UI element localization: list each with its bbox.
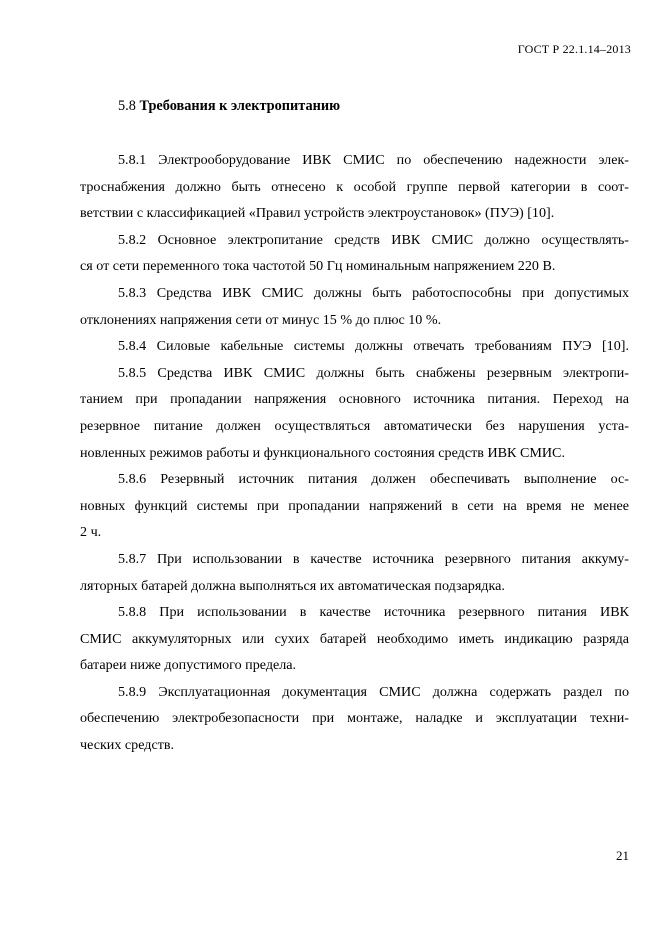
text-line: новленных режимов работы и функционального состояния средств ИВК СМИС.	[80, 444, 565, 461]
text-line: 5.8.8 При использовании в качестве источника резервного питания ИВК	[118, 604, 629, 621]
text-line: новных функций системы при пропадании напряжений в сети на время не менее	[80, 497, 629, 514]
text-line: СМИС аккумуляторных или сухих батарей необходимо иметь индикацию разряда	[80, 630, 629, 647]
section-number: 5.8	[118, 98, 136, 114]
text-line: 5.8.5 Средства ИВК СМИС должны быть снабжены резервным электропи-	[118, 364, 629, 381]
text-line: обеспечению электробезопасности при монтаже, наладке и эксплуатации техни-	[80, 710, 629, 727]
document-code: ГОСТ Р 22.1.14–2013	[517, 42, 631, 56]
text-line: резервное питание должен осуществляться автоматически без нарушения уста-	[80, 417, 629, 434]
page-number: 21	[616, 848, 629, 863]
text-line: 5.8.4 Силовые кабельные системы должны отвечать требованиям ПУЭ [10].	[118, 338, 629, 355]
text-line: ветствии с классификацией «Правил устройств электроустановок» (ПУЭ) [10].	[80, 205, 555, 222]
section-title: Требования к электропитанию	[139, 98, 341, 114]
section-body	[80, 147, 629, 759]
text-line: отклонениях напряжения сети от минус 15 % до плюс 10 %.	[80, 311, 442, 328]
text-line: 5.8.2 Основное электропитание средств ИВК СМИС должно осуществлять-	[118, 231, 629, 248]
text-line: 5.8.3 Средства ИВК СМИС должны быть работоспособны при допустимых	[118, 284, 629, 301]
text-line: танием при пропадании напряжения основного источника питания. Переход на	[80, 391, 629, 408]
text-line: 5.8.7 При использовании в качестве источника резервного питания аккуму-	[118, 550, 629, 567]
section-heading	[118, 98, 340, 115]
text-line: батареи ниже допустимого предела.	[80, 657, 297, 674]
text-line: ляторных батарей должна выполняться их автоматическая подзарядка.	[80, 577, 505, 594]
text-line: ся от сети переменного тока частотой 50 Гц номинальным напряжением 220 В.	[80, 258, 556, 275]
text-line: 5.8.1 Электрооборудование ИВК СМИС по обеспечению надежности элек-	[118, 152, 629, 168]
text-line: 5.8.9 Эксплуатационная документация СМИС должна содержать раздел по	[118, 683, 629, 700]
text-line: троснабжения должно быть отнесено к особой группе первой категории в соот-	[80, 178, 629, 195]
text-line: 2 ч.	[80, 524, 102, 541]
text-line: ческих средств.	[80, 737, 175, 754]
text-line: 5.8.6 Резервный источник питания должен обеспечивать выполнение ос-	[118, 471, 629, 488]
